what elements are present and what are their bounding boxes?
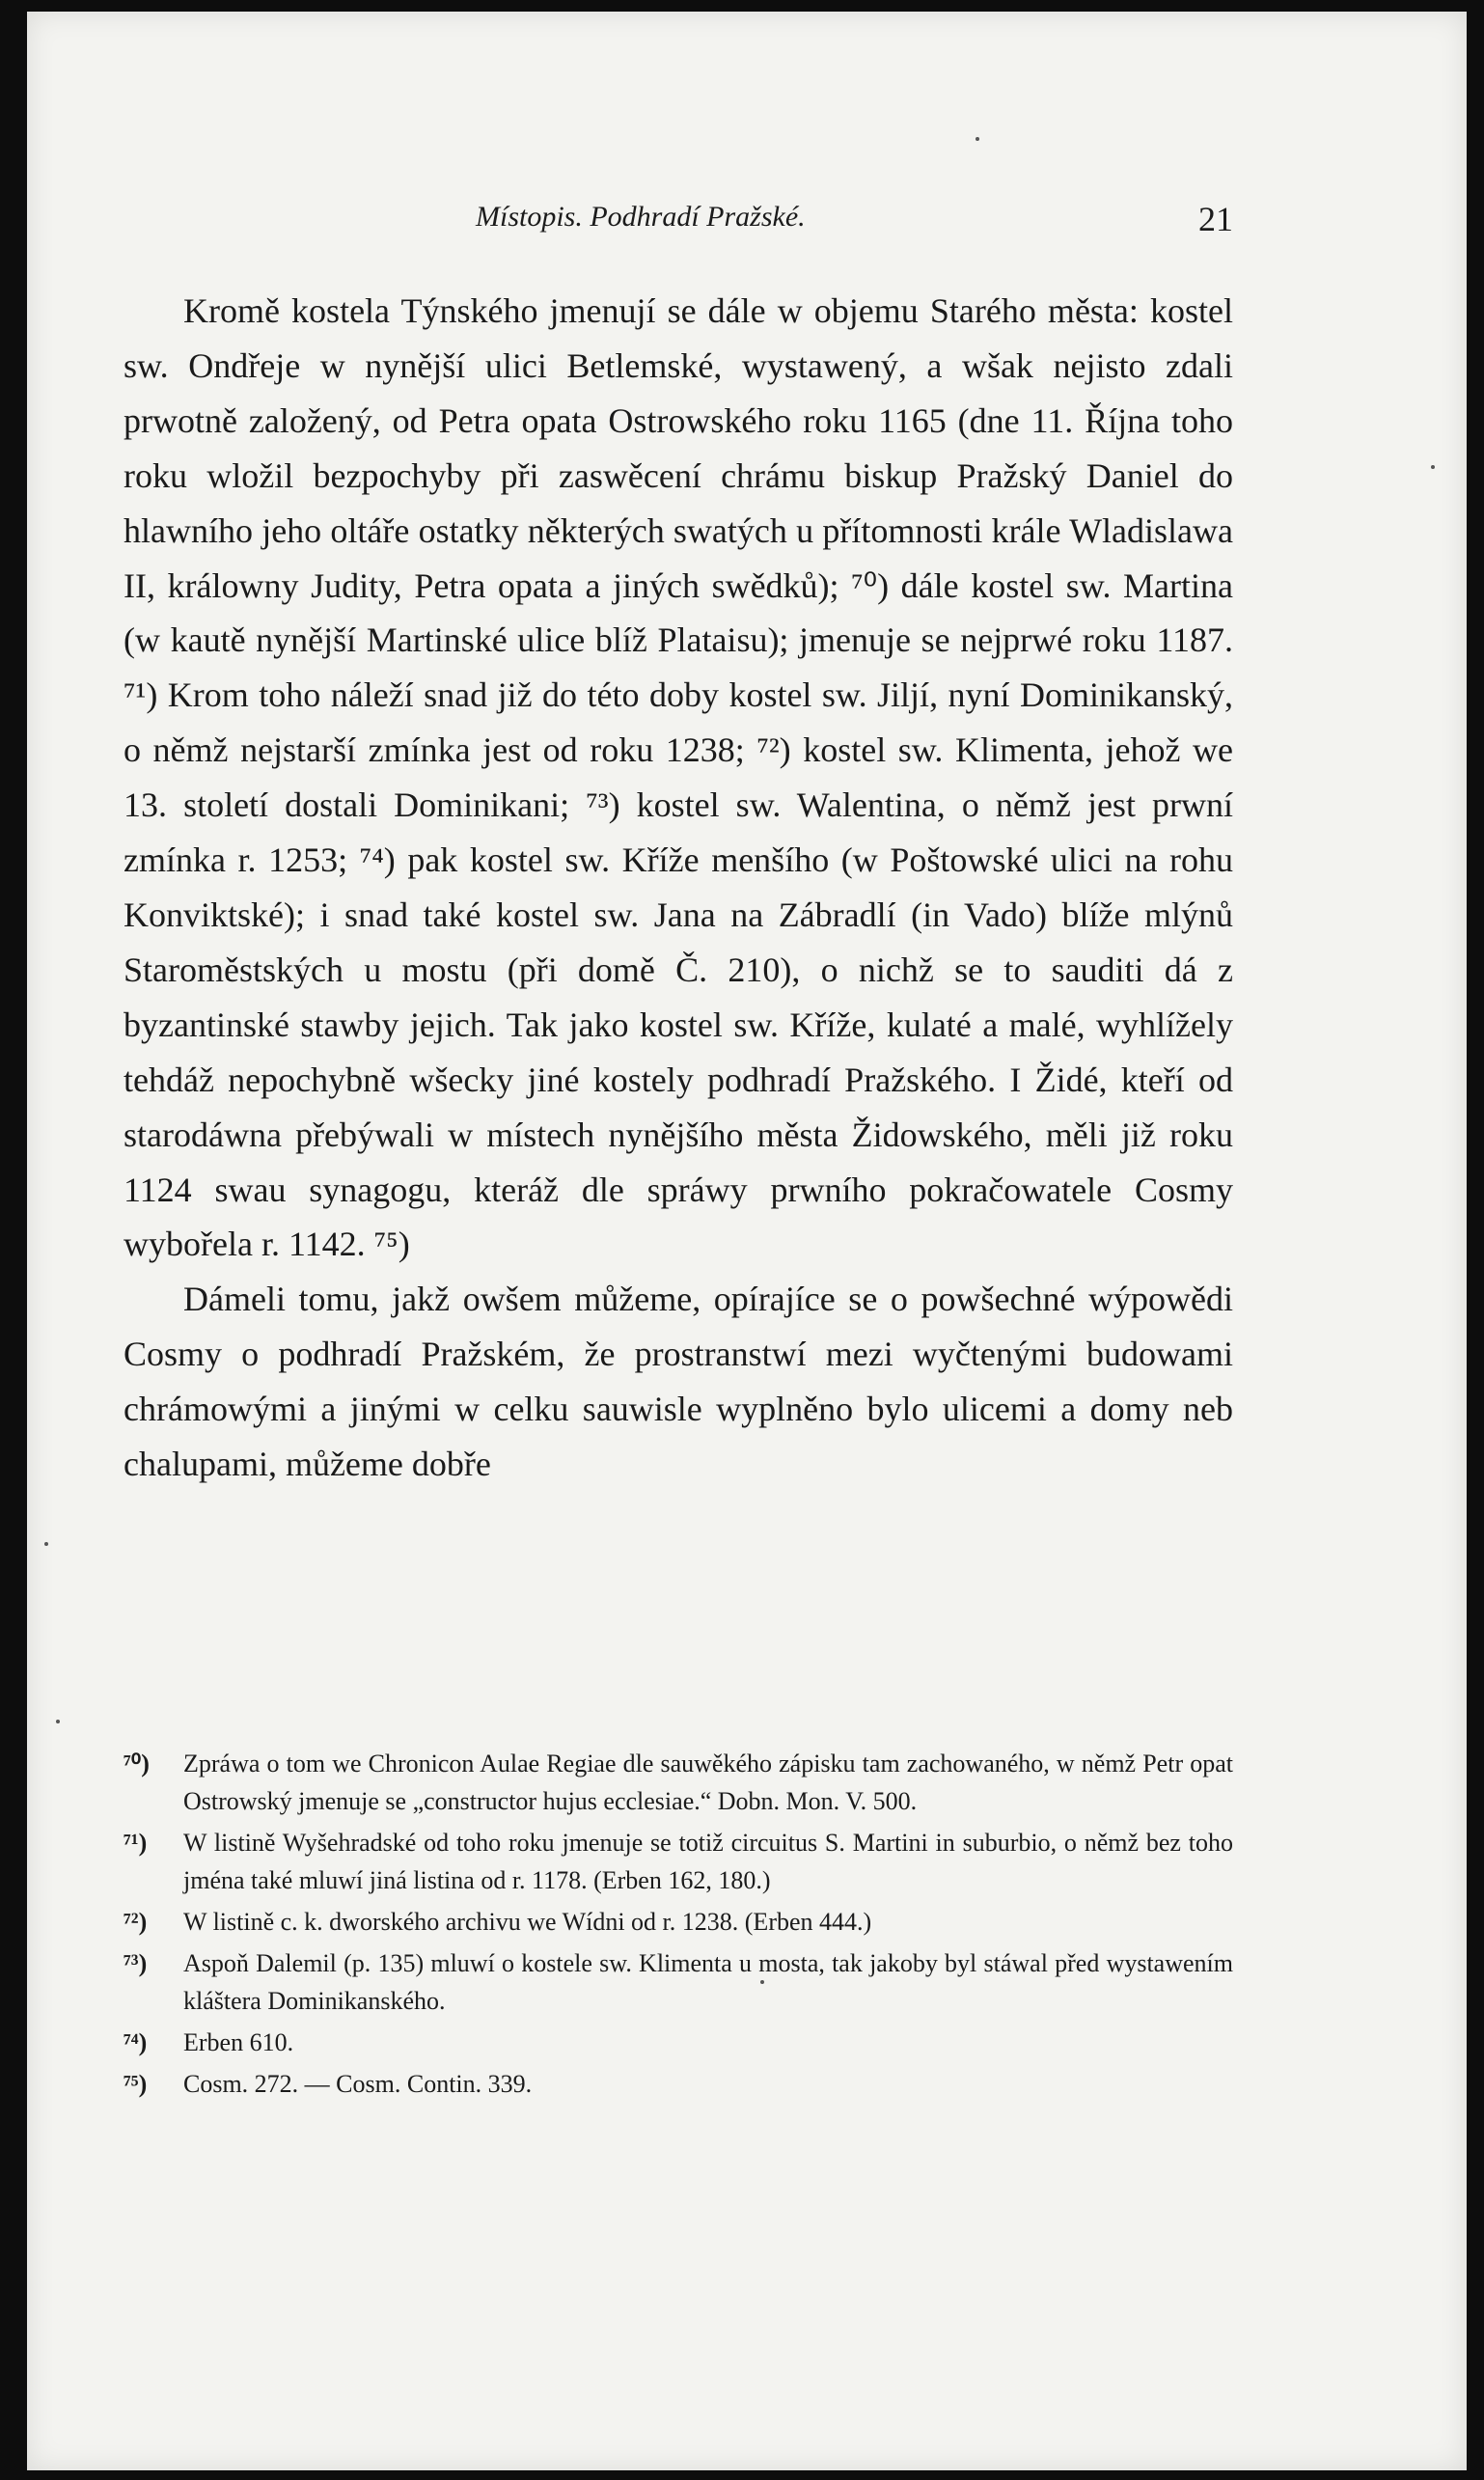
footnote-mark: ⁷⁵) <box>124 2070 148 2098</box>
footnote <box>124 1745 1233 1820</box>
paper-sheet <box>27 12 1467 2470</box>
footnotes <box>124 1745 1233 2107</box>
footnote-text: W listině Wyšehradské od toho roku jmenuje se totiž circuitus S. Martini in suburbio, o němž bez toho jména také mluwí jiná listina od r. 1178. (Erben 162, 180.) <box>183 1829 1233 1894</box>
paragraph: Kromě kostela Týnského jmenují se dále w objemu Starého města: kostel sw. Ondřeje w nynější ulici Betlemské, wystawený, a wšak nejisto zdali prwotně založený, od Petra opata Ostrowského roku 1165 (dne 11. Října toho roku wložil bezpochyby při zaswěcení chrámu biskup Pražský Daniel do hlawního jeho oltáře ostatky některých swatých u přítomnosti krále Wladislawa II, králowny Judity, Petra opata a jiných swědků); ⁷⁰) dále kostel sw. Martina (w kautě nynější Martinské ulice blíž Plataisu); jmenuje se nejprwé roku 1187. ⁷¹) Krom toho náleží snad již do této doby kostel sw. Jiljí, nyní Dominikanský, o němž nejstarší zmínka jest od roku 1238; ⁷²) kostel sw. Klimenta, jehož we 13. století dostali Dominikani; ⁷³) kostel sw. Walentina, o němž jest prwní zmínka r. 1253; ⁷⁴) pak kostel sw. Kříže menšího (w Poštowské ulici na rohu Konviktské); i snad také kostel sw. Jana na Zábradlí (in Vado) blíže mlýnů Staroměstských u mostu (při domě Č. 210), o nichž se to sauditi dá z byzantinské stawby jejich. Tak jako kostel sw. Kříže, kulaté a malé, wyhlížely tehdáž nepochybně wšecky jiné kostely podhradí Pražského. I Židé, kteří od starodáwna přebýwali w místech nynějšího města Židowského, měli již roku 1124 swau synagogu, kteráž dle spráwy prwního pokračowatele Cosmy wybořela r. 1142. ⁷⁵) <box>124 291 1233 1264</box>
footnote-mark: ⁷³) <box>124 1949 148 1977</box>
footnote-mark: ⁷¹) <box>124 1829 148 1857</box>
dust-speck <box>1431 465 1435 469</box>
footnote-text: Aspoň Dalemil (p. 135) mluwí o kostele sw. Klimenta u mosta, tak jakoby byl stáwal před wystawením kláštera Dominikanského. <box>183 1949 1233 2015</box>
dust-speck <box>44 1542 48 1546</box>
footnote-text: W listině c. k. dworského archivu we Wídni od r. 1238. (Erben 444.) <box>183 1908 872 1936</box>
running-title: Místopis. Podhradí Pražské. <box>476 201 806 233</box>
page-number: 21 <box>1198 200 1233 238</box>
footnote-text: Zpráwa o tom we Chronicon Aulae Regiae dle sauwěkého zápisku tam zachowaného, w němž Petr opat Ostrowský jmenuje se „constructor hujus ecclesiae.“ Dobn. Mon. V. 500. <box>183 1750 1233 1815</box>
footnote <box>124 1903 1233 1941</box>
dust-speck <box>56 1720 60 1723</box>
main-text <box>124 284 1233 1492</box>
dust-speck <box>760 1980 764 1984</box>
dust-speck <box>976 137 979 141</box>
footnote-mark: ⁷⁰) <box>124 1750 150 1777</box>
paragraph: Dámeli tomu, jakž owšem můžeme, opírajíce se o powšechné wýpowědi Cosmy o podhradí Pražském, že prostranstwí mezi wyčtenými budowami chrámowými a jinými w celku sauwisle wyplněno bylo ulicemi a domy neb chalupami, můžeme dobře <box>124 1280 1233 1484</box>
footnote-text: Erben 610. <box>183 2028 294 2056</box>
footnote <box>124 1824 1233 1899</box>
page-header <box>124 201 1233 245</box>
footnote <box>124 2065 1233 2103</box>
footnote-mark: ⁷²) <box>124 1908 148 1936</box>
footnote-mark: ⁷⁴) <box>124 2028 148 2056</box>
footnote <box>124 2024 1233 2061</box>
footnote <box>124 1944 1233 2020</box>
footnote-text: Cosm. 272. — Cosm. Contin. 339. <box>183 2070 533 2098</box>
